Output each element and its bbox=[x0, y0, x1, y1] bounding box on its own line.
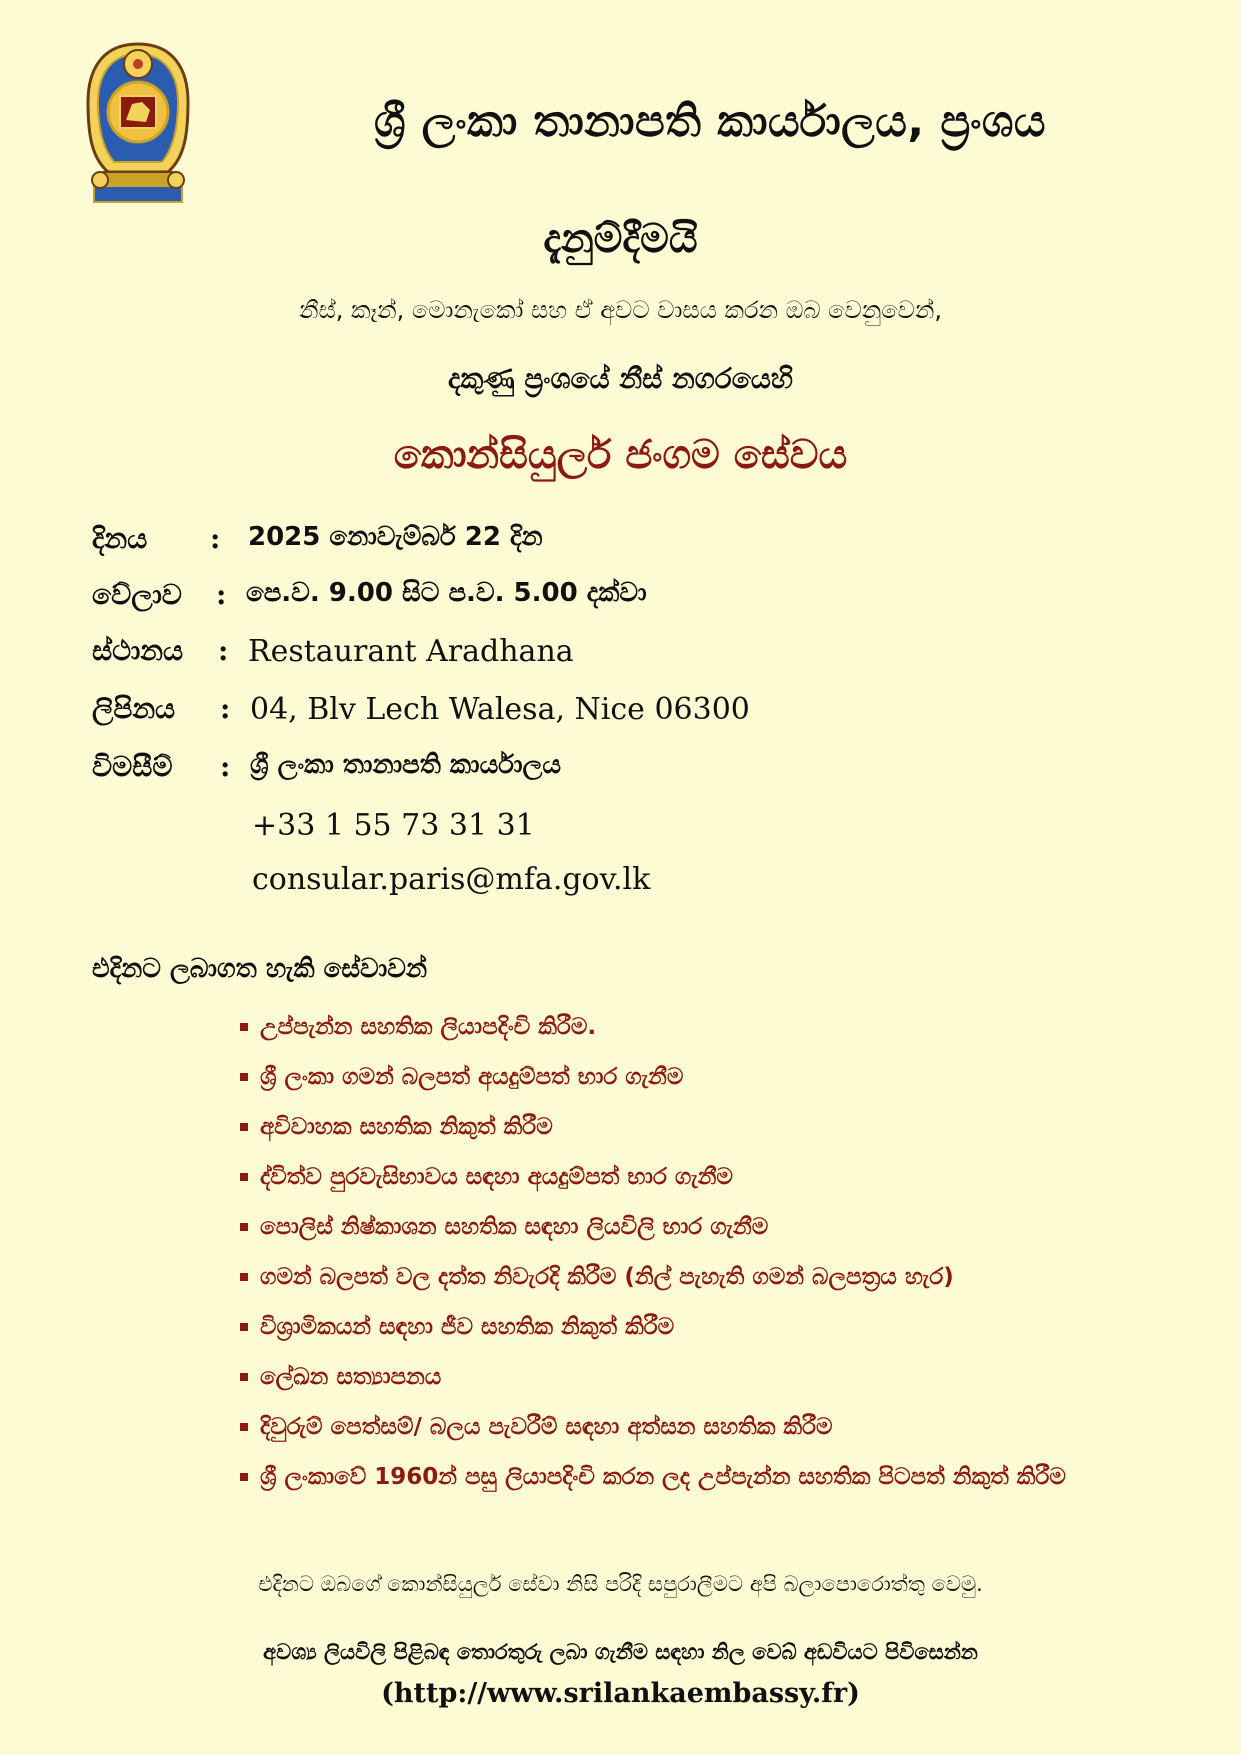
address-label: ලිපිනය bbox=[92, 692, 176, 725]
email-address[interactable]: consular.paris@mfa.gov.lk bbox=[252, 862, 651, 897]
bullet-icon bbox=[240, 1423, 248, 1431]
inquiries-value: ශ්‍රී ලංකා තානාපති කාර්යාලය bbox=[250, 750, 562, 780]
list-item: ශ්‍රී ලංකා ගමන් බලපත් අයදුම්පත් භාර ගැනීම bbox=[240, 1058, 1140, 1096]
bullet-icon bbox=[240, 1173, 248, 1181]
list-item: අවිවාහක සහතික නිකුත් කිරීම bbox=[240, 1108, 1140, 1146]
service-title: කොන්සියුලර් ජංගම සේවය bbox=[393, 432, 848, 478]
list-item: ශ්‍රී ලංකාවේ 1960න් පසු ලියාපදිංචි කරන ලද උප්පැන්න සහතික පිටපත් නිකුත් කිරීම bbox=[240, 1458, 1140, 1496]
list-item: උප්පැන්න සහතික ලියාපදිංචි කිරීම. bbox=[240, 1008, 1140, 1046]
list-item: දිවුරුම් පෙත්සම්/ බලය පැවරීම් සඳහා අත්සන සහතික කිරීම bbox=[240, 1408, 1140, 1446]
venue-value: Restaurant Aradhana bbox=[248, 634, 574, 669]
address-value: 04, Blv Lech Walesa, Nice 06300 bbox=[250, 692, 750, 727]
intro-line: නීස්, කෑන්, මොනැකෝ සහ ඒ අවට වාසය කරන ඔබ වෙනුවෙන්, bbox=[299, 296, 942, 324]
location-line: දකුණු ප්‍රංශයේ නීස් නගරයෙහි bbox=[448, 362, 793, 395]
date-label: දිනය bbox=[92, 522, 148, 555]
bullet-icon bbox=[240, 1023, 248, 1031]
bullet-icon bbox=[240, 1323, 248, 1331]
time-label: වේලාව bbox=[92, 578, 182, 611]
sri-lanka-emblem bbox=[82, 40, 194, 206]
time-value: පෙ.ව. 9.00 සිට ප.ව. 5.00 දක්වා bbox=[246, 578, 647, 608]
closing-line: එදිනට ඔබගේ කොන්සියුලර් සේවා නිසි පරිදි සපුරාලීමට අපි බලාපොරොත්තු වෙමු. bbox=[258, 1572, 983, 1596]
bullet-icon bbox=[240, 1223, 248, 1231]
time-colon: : bbox=[216, 578, 227, 611]
list-item: ද්විත්ව පුරවැසිභාවය සඳහා අයදුම්පත් භාර ගැනීම bbox=[240, 1158, 1140, 1196]
phone-number[interactable]: +33 1 55 73 31 31 bbox=[252, 808, 535, 843]
bullet-icon bbox=[240, 1273, 248, 1281]
services-list bbox=[240, 1008, 1140, 1508]
address-colon: : bbox=[220, 692, 231, 725]
inquiries-label: විමසීම් bbox=[92, 750, 173, 783]
website-link[interactable]: (http://www.srilankaembassy.fr) bbox=[381, 1678, 860, 1709]
bullet-icon bbox=[240, 1473, 248, 1481]
list-item: ගමන් බලපත් වල දත්ත නිවැරදි කිරීම (නිල් පැහැති ගමන් බලපත්‍රය හැර) bbox=[240, 1258, 1140, 1296]
date-value: 2025 නොවැම්බර් 22 දින bbox=[248, 522, 543, 552]
venue-label: ස්ථානය bbox=[92, 634, 184, 667]
list-item: ලේඛන සත්‍යාපනය bbox=[240, 1358, 1140, 1396]
organization-title: ශ්‍රී ලංකා තානාපති කාර්යාලය, ප්‍රංශය bbox=[374, 96, 1046, 147]
visit-website-line: අවශ්‍ය ලියවිලි පිළිබඳ තොරතුරු ලබා ගැනීම සඳහා නිල වෙබ් අඩවියට පිවිසෙන්න bbox=[263, 1640, 978, 1664]
list-item: පොලිස් නිෂ්කාශන සහතික සඳහා ලියවිලි භාර ගැනීම bbox=[240, 1208, 1140, 1246]
bullet-icon bbox=[240, 1073, 248, 1081]
bullet-icon bbox=[240, 1373, 248, 1381]
venue-colon: : bbox=[218, 634, 229, 667]
notice-heading: දැනුම්දීමයි bbox=[543, 216, 698, 262]
bullet-icon bbox=[240, 1123, 248, 1131]
inquiries-colon: : bbox=[220, 750, 231, 783]
services-heading: එදිනට ලබාගත හැකි සේවාවන් bbox=[92, 954, 428, 984]
list-item: විශ්‍රාමිකයන් සඳහා ජීව සහතික නිකුත් කිරීම bbox=[240, 1308, 1140, 1346]
date-colon: : bbox=[210, 522, 221, 555]
